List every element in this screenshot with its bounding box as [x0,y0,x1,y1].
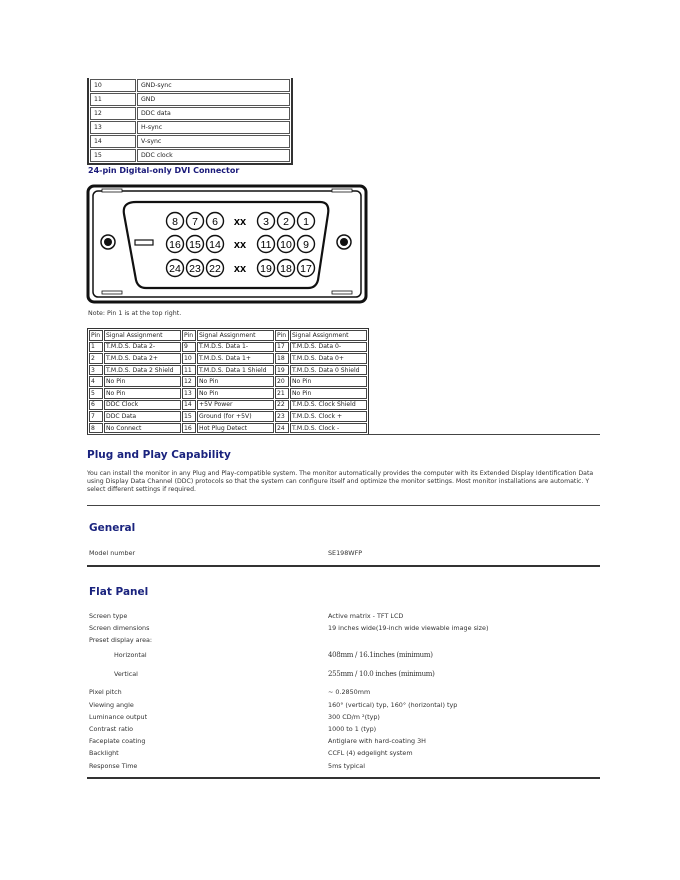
cell: T.M.D.S. Clock - [290,423,367,434]
pin-cell: 11 [90,93,136,106]
pin-cell: 15 [90,149,136,162]
table-row [89,365,367,376]
spec-value: 5ms typical [328,762,365,770]
shell-tab [332,291,352,294]
spec-value: 1000 to 1 (typ) [328,725,377,733]
header-cell: Signal Assignment [104,330,181,341]
divider [87,505,600,506]
spec-label: Contrast ratio [89,725,134,733]
cell: T.M.D.S. Data 1+ [197,353,274,364]
pin-number: 10 [280,238,292,251]
cell: 13 [182,388,196,399]
table-row [89,400,367,411]
cell: 4 [89,376,103,387]
spec-label: Response Time [89,762,138,770]
table-row [90,121,290,134]
spec-value: Active matrix - TFT LCD [328,612,404,620]
pnp-line: using Display Data Channel (DDC) protocols so that the system can configure itself and optimize the monitor settings. Most monitor installations are automatic. Y [87,478,590,486]
cell: 20 [275,376,289,387]
signal-cell: H-sync [137,121,290,134]
table-row [89,376,367,387]
pin-number: 7 [192,215,198,228]
table-row [89,342,367,353]
divider [87,777,600,779]
cell: 10 [182,353,196,364]
cell: T.M.D.S. Data 1 Shield [197,365,274,376]
table-row [90,93,290,106]
spec-value: ~ 0.2850mm [328,688,371,696]
flat-panel-title: Flat Panel [89,586,149,598]
cell: DDC Data [104,411,181,422]
cell: 6 [89,400,103,411]
cell: 24 [275,423,289,434]
shell-tab [102,189,122,192]
pin-cell: 12 [90,107,136,120]
vga-pin-table [87,78,293,165]
dvi-connector-diagram [86,184,368,304]
pin-number: 15 [189,238,201,251]
table-header-row [89,330,367,341]
pnp-title: Plug and Play Capability [87,449,231,461]
pin-number: 23 [189,262,201,275]
spec-label: Preset display area: [89,636,153,644]
spec-label: Luminance output [89,713,148,721]
cell: 17 [275,342,289,353]
spec-label: Vertical [114,670,138,678]
cell: 2 [89,353,103,364]
signal-cell: V-sync [137,135,290,148]
cell: T.M.D.S. Data 2+ [104,353,181,364]
cell: 1 [89,342,103,353]
cell: DDC Clock [104,400,181,411]
pin-number: 14 [209,238,221,251]
table-row [90,107,290,120]
shell-tab [332,189,352,192]
cell: T.M.D.S. Data 0- [290,342,367,353]
spec-value: CCFL (4) edgelight system [328,749,413,757]
spec-label: Screen type [89,612,128,620]
signal-cell: DDC clock [137,149,290,162]
empty-pin-marker: xx [233,216,247,228]
cell: 8 [89,423,103,434]
cell: 14 [182,400,196,411]
cell: 15 [182,411,196,422]
cell: T.M.D.S. Data 1- [197,342,274,353]
pin-number: 2 [283,215,289,228]
spec-label: Pixel pitch [89,688,122,696]
cell: 7 [89,411,103,422]
model-label: Model number [89,549,136,557]
header-cell: Pin [89,330,103,341]
divider [87,565,600,567]
spec-value: 300 CD/m ²(typ) [328,713,380,721]
signal-cell: GND [137,93,290,106]
cell: T.M.D.S. Data 0 Shield [290,365,367,376]
pin-number: 8 [172,215,178,228]
table-row [89,423,367,434]
note-text: Note: Pin 1 is at the top right. [88,310,182,317]
ground-blade [135,240,153,245]
cell: No Pin [197,388,274,399]
cell: No Pin [104,388,181,399]
pin-number: 11 [260,238,272,251]
header-cell: Pin [275,330,289,341]
header-cell: Signal Assignment [290,330,367,341]
pnp-paragraph [87,470,600,495]
cell: T.M.D.S. Clock + [290,411,367,422]
pin-number: 9 [303,238,309,251]
screw-hole-right-center [340,238,348,246]
header-cell: Signal Assignment [197,330,274,341]
pin-number: 22 [209,262,221,275]
dvi-signal-table [87,328,369,435]
spec-value: 160° (vertical) typ, 160° (horizontal) typ [328,701,458,709]
pin-number: 17 [300,262,312,275]
pin-cell: 14 [90,135,136,148]
table-row [90,79,290,92]
pnp-line: You can install the monitor in any Plug and Play-compatible system. The monitor automatically provides the computer with its Extended Display Identification Data [87,470,594,477]
spec-value: 19 inches wide(19-inch wide viewable image size) [328,624,489,632]
spec-label: Faceplate coating [89,737,146,745]
cell: T.M.D.S. Data 2 Shield [104,365,181,376]
cell: 23 [275,411,289,422]
pin-number: 1 [303,215,309,228]
pin-cell: 10 [90,79,136,92]
pin-number: 24 [169,262,181,275]
cell: 16 [182,423,196,434]
cell: 22 [275,400,289,411]
header-cell: Pin [182,330,196,341]
cell: 12 [182,376,196,387]
spec-label: Screen dimensions [89,624,150,632]
pin-number: 3 [263,215,269,228]
model-value: SE198WFP [328,549,363,557]
spec-label: Viewing angle [89,701,134,709]
spec-value: 255mm / 10.0 inches (minimum) [328,670,435,678]
cell: 9 [182,342,196,353]
signal-cell: DDC data [137,107,290,120]
cell: Ground (for +5V) [197,411,274,422]
pin-number: 6 [212,215,218,228]
pin-number: 18 [280,262,292,275]
spec-value: Antiglare with hard-coating 3H [328,737,426,745]
pin-number: 19 [260,262,272,275]
table-row [90,135,290,148]
divider [87,434,600,435]
spec-label: Horizontal [114,651,147,659]
cell: Hot Plug Detect [197,423,274,434]
cell: T.M.D.S. Data 2- [104,342,181,353]
table-row [89,411,367,422]
table-row [89,388,367,399]
pin-cell: 13 [90,121,136,134]
empty-pin-marker: xx [233,263,247,275]
cell: No Pin [290,388,367,399]
cell: 19 [275,365,289,376]
cell: 5 [89,388,103,399]
table-row [90,149,290,162]
signal-cell: GND-sync [137,79,290,92]
screw-hole-left-center [104,238,112,246]
cell: +5V Power [197,400,274,411]
cell: 11 [182,365,196,376]
empty-pin-marker: xx [233,239,247,251]
table-row [89,353,367,364]
pin-grid [167,213,315,277]
pin-number: 16 [169,238,181,251]
cell: 18 [275,353,289,364]
spec-label: Backlight [89,749,119,757]
cell: No Connect [104,423,181,434]
cell: No Pin [290,376,367,387]
cell: T.M.D.S. Data 0+ [290,353,367,364]
pnp-line: select different settings if required. [87,486,196,494]
cell: No Pin [197,376,274,387]
cell: T.M.D.S. Clock Shield [290,400,367,411]
cell: No Pin [104,376,181,387]
general-title: General [89,522,136,534]
dvi-heading: 24-pin Digital-only DVI Connector [88,166,240,175]
spec-value: 408mm / 16.1inches (minimum) [328,651,433,659]
cell: 21 [275,388,289,399]
cell: 3 [89,365,103,376]
shell-tab [102,291,122,294]
